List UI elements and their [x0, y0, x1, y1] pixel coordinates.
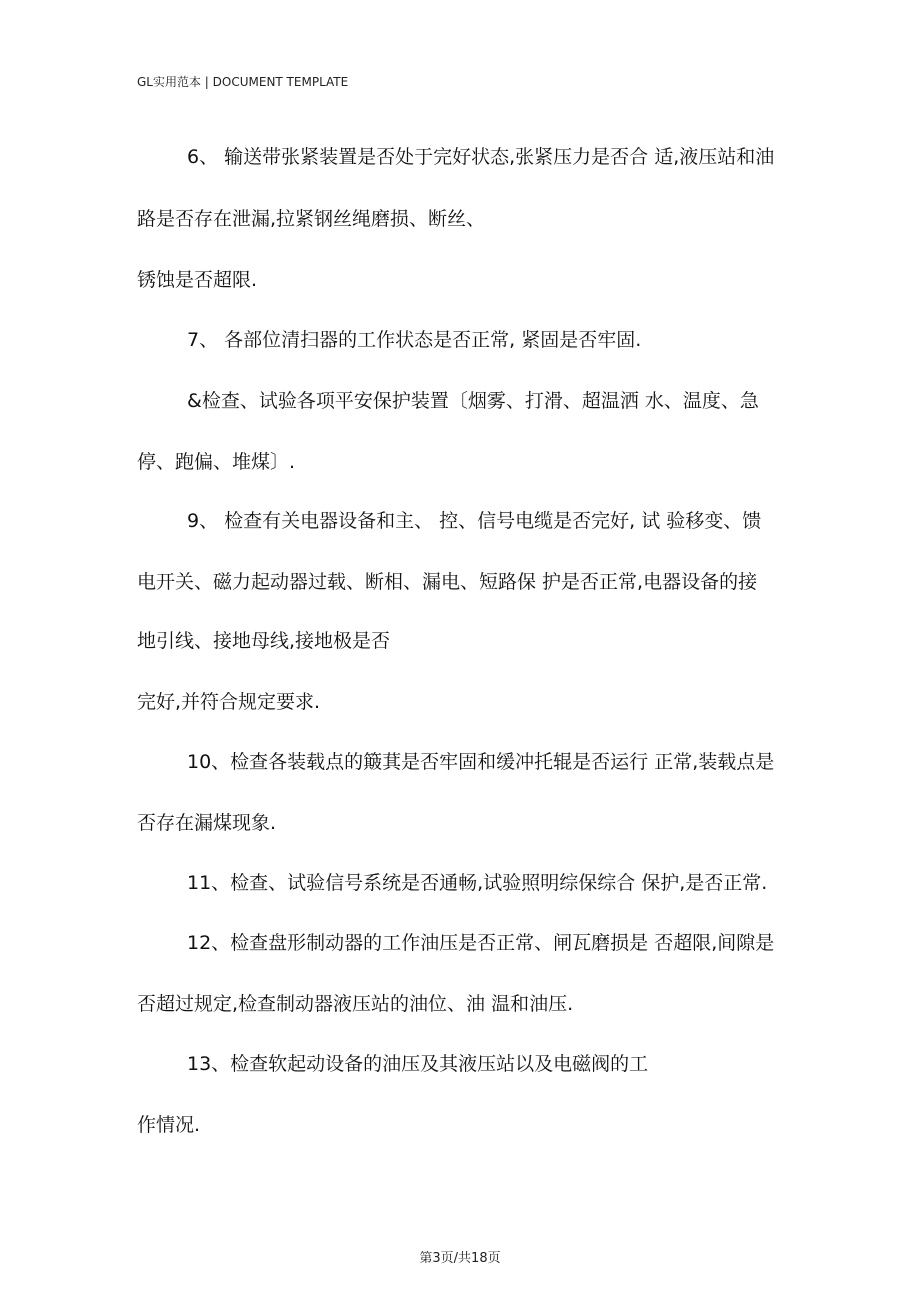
paragraph-12-line-1: 12、检查盘形制动器的工作油压是否正常、闸瓦磨损是 否超限,间隙是: [187, 932, 775, 954]
paragraph-6-line-3: 锈蚀是否超限.: [137, 269, 258, 291]
paragraph-8-line-2: 停、跑偏、堆煤〕.: [137, 451, 296, 473]
paragraph-6-line-2: 路是否存在泄漏,拉紧钢丝绳磨损、断丝、: [137, 208, 486, 230]
paragraph-9-line-4: 完好,并符合规定要求.: [137, 691, 321, 713]
paragraph-11-line-1: 11、检查、试验信号系统是否通畅,试验照明综保综合 保护,是否正常.: [187, 872, 768, 894]
paragraph-7-line-1: 7、 各部位清扫器的工作状态是否正常, 紧固是否牢固.: [187, 329, 642, 351]
paragraph-9-line-1: 9、 检查有关电器设备和主、 控、信号电缆是否完好, 试 验移变、馈: [187, 510, 762, 532]
paragraph-9-line-3: 地引线、接地母线,接地极是否: [137, 630, 391, 652]
paragraph-13-line-2: 作情况.: [137, 1114, 201, 1136]
paragraph-10-line-2: 否存在漏煤现象.: [137, 812, 277, 834]
page-number: 第3页/共18页: [419, 1251, 501, 1266]
paragraph-12-line-2: 否超过规定,检查制动器液压站的油位、油 温和油压.: [137, 993, 574, 1015]
paragraph-10-line-1: 10、检查各装载点的簸萁是否牢固和缓冲托辊是否运行 正常,装载点是: [187, 751, 775, 773]
paragraph-6-line-1: 6、 输送带张紧装置是否处于完好状态,张紧压力是否合 适,液压站和油: [187, 146, 775, 168]
paragraph-8-line-1: &检查、试验各项平安保护装置〔烟雾、打滑、超温洒 水、温度、急: [187, 390, 759, 412]
document-header: GL实用范本 | DOCUMENT TEMPLATE: [137, 75, 349, 89]
paragraph-9-line-2: 电开关、磁力起动器过载、断相、漏电、短路保 护是否正常,电器设备的接: [137, 571, 758, 593]
paragraph-13-line-1: 13、检查软起动设备的油压及其液压站以及电磁阀的工: [187, 1053, 649, 1075]
